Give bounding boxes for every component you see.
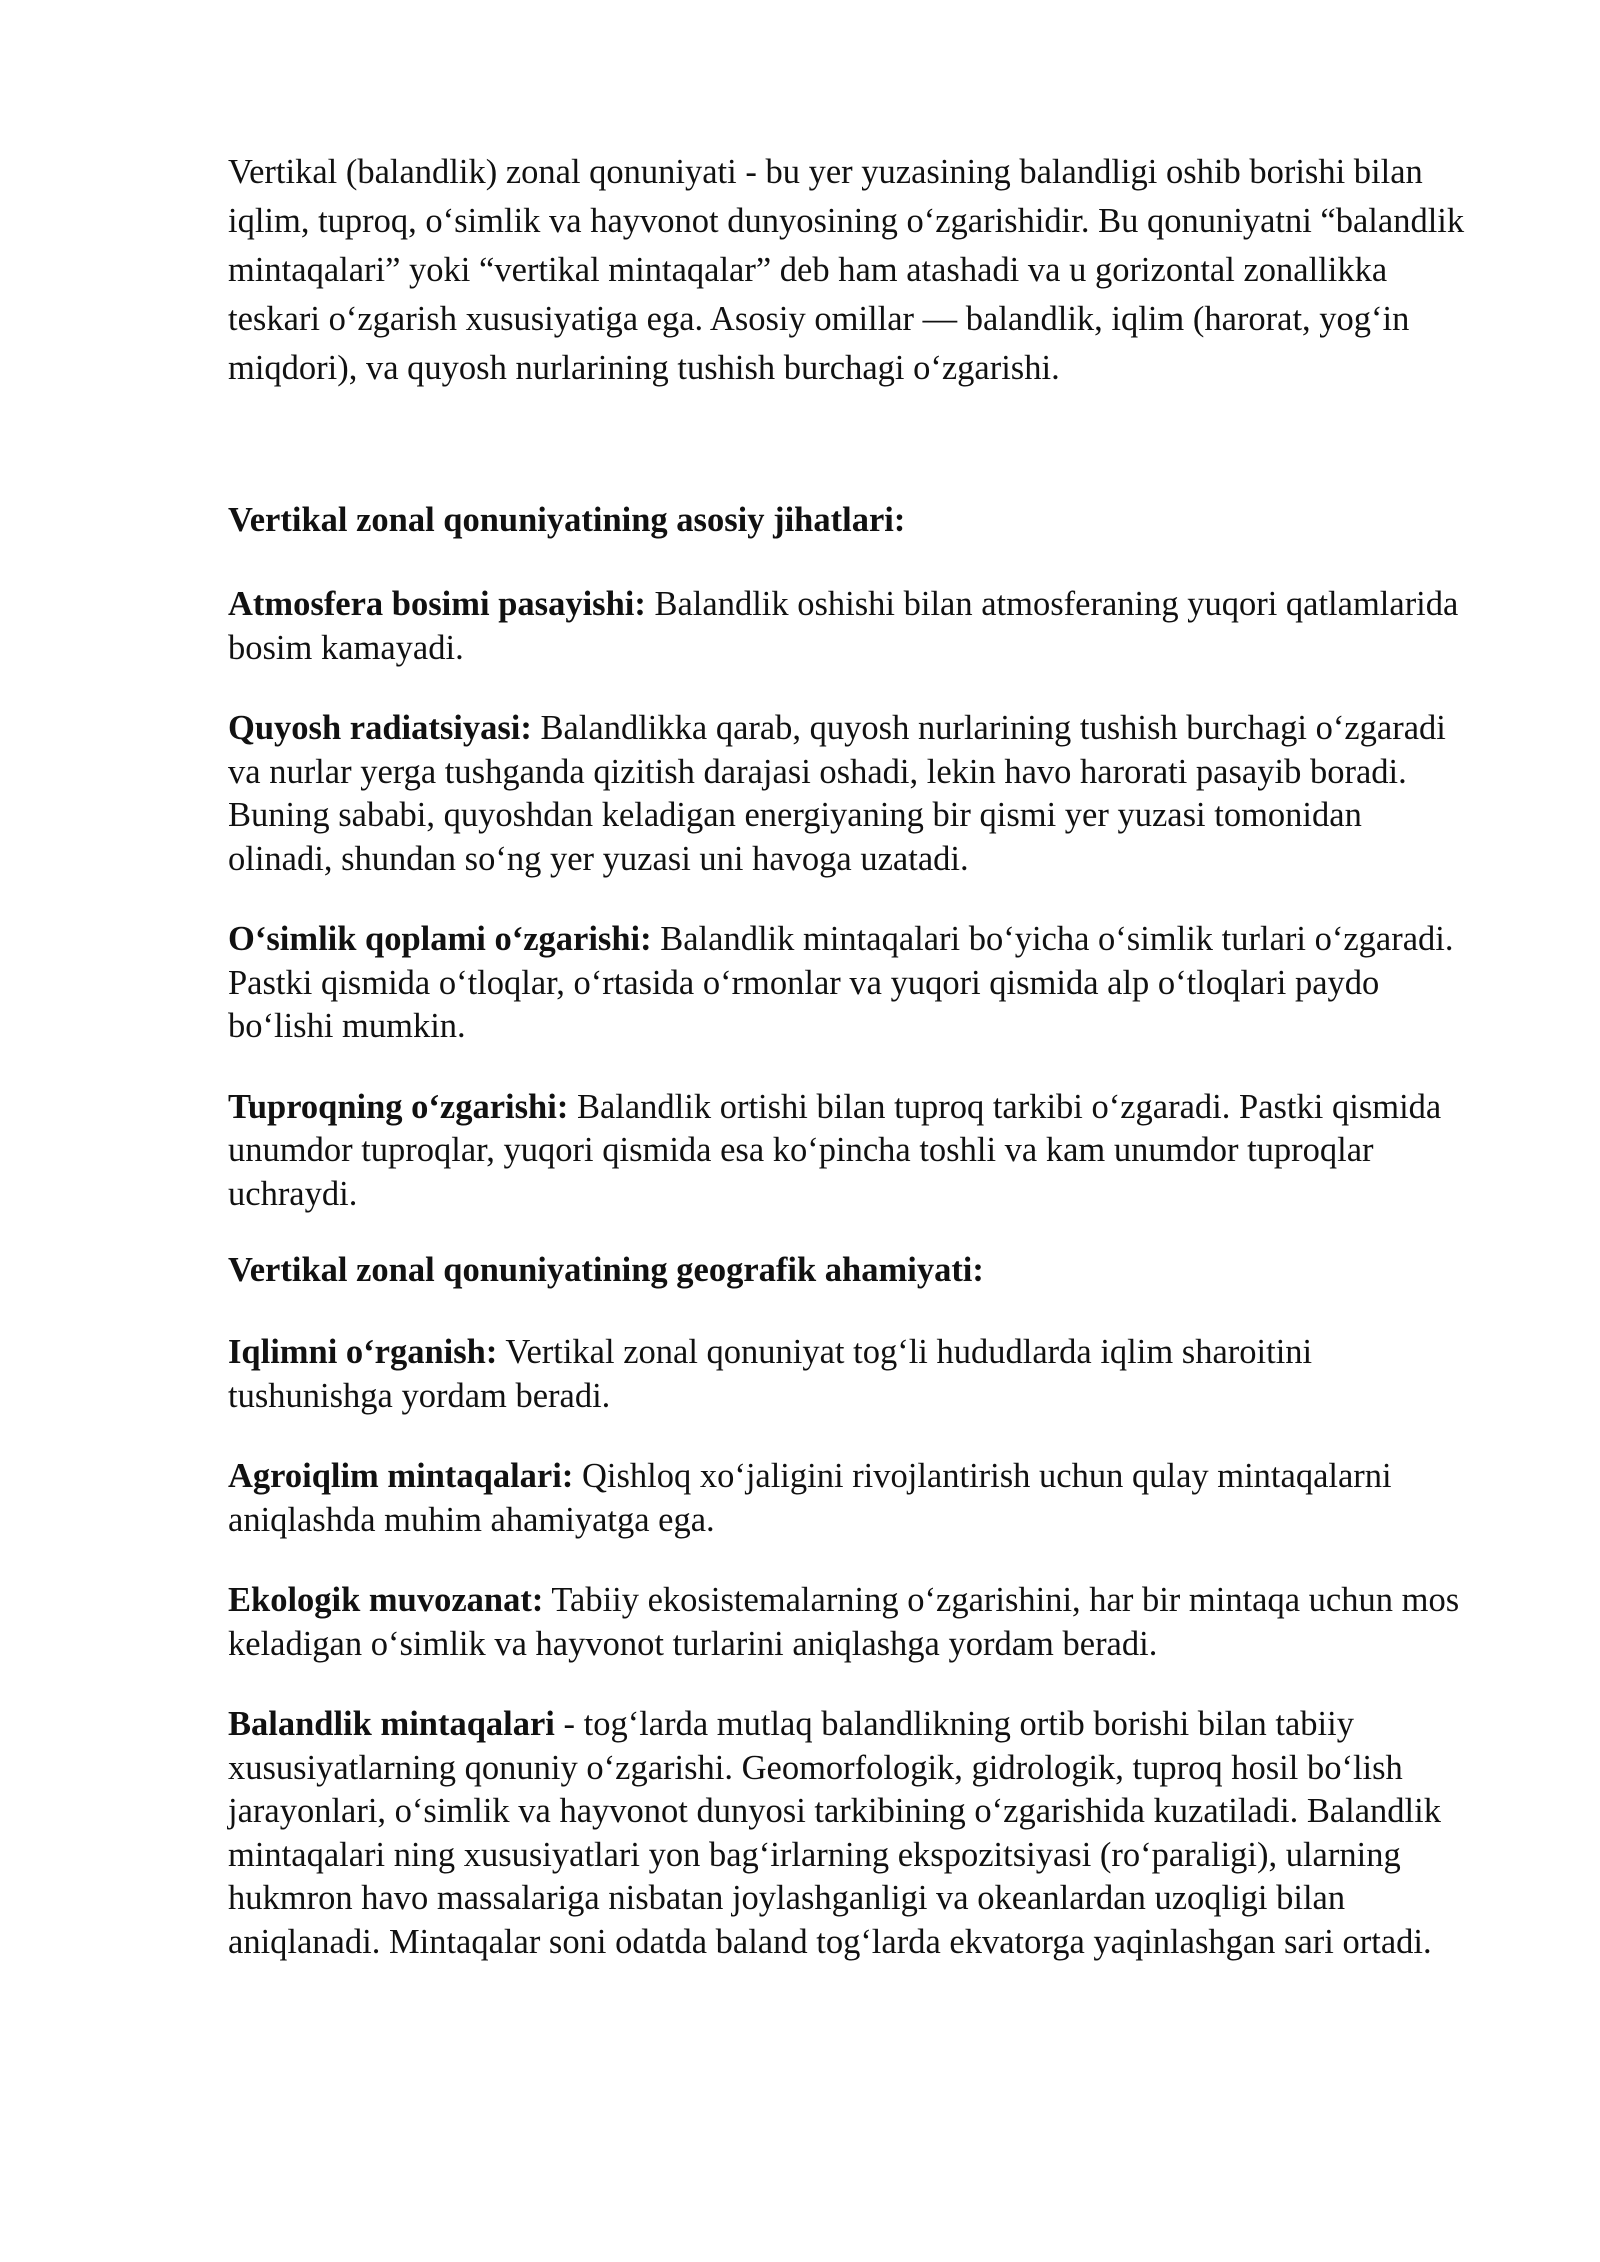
paragraph-text: Vertikal zonal qonuniyat tog‘li hududlarda iqlim sharoitini tushunishga yordam beradi. [228,1333,1313,1415]
spacer [228,393,1473,496]
paragraph-text: Qishloq xo‘jaligini rivojlantirish uchun qulay mintaqalarni aniqlashda muhim ahamiyatga ega. [228,1457,1392,1539]
paragraph-term: Ekologik muvozanat: [228,1581,544,1619]
paragraph-text: Balandlik ortishi bilan tuproq tarkibi o‘zgaradi. Pastki qismida unumdor tuproqlar, yuqori qismida esa ko‘pincha toshli va kam unumdor tuproqlar uchraydi. [228,1087,1442,1213]
paragraph-term: Quyosh radiatsiyasi: [228,709,532,747]
paragraph-vegetation-change [228,918,1473,1049]
document-page [228,148,1473,2001]
intro-paragraph: Vertikal (balandlik) zonal qonuniyati - bu yer yuzasining balandligi oshib borishi bilan iqlim, tuproq, o‘simlik va hayvonot dunyosining o‘zgarishidir. Bu qonuniyatni “balandlik mintaqalari” yoki “vertikal mintaqalar” deb ham atashadi va u gorizontal zonallikka teskari o‘zgarish xususiyatiga ega. Asosiy omillar — balandlik, iqlim (harorat, yog‘in miqdori), va quyosh nurlarining tushish burchagi o‘zgarishi. [228,153,1465,387]
paragraph-ecological-balance [228,1579,1473,1666]
paragraph-term: Tuproqning o‘zgarishi: [228,1087,569,1126]
paragraph-atmospheric-pressure [228,583,1473,670]
paragraph-term: Agroiqlim mintaqalari: [228,1457,574,1495]
paragraph-text: - tog‘larda mutlaq balandlikning ortib borishi bilan tabiiy xususiyatlarning qonuniy o‘zgarishi. Geomorfologik, gidrologik, tuproq hosil bo‘lish jarayonlari, o‘simlik va hayvonot dunyosi tarkibining o‘zgarishida kuzatiladi. Balandlik mintaqalari ning xususiyatlari yon bag‘irlarning ekspozitsiyasi (ro‘paraligi), ularning hukmron havo massalariga nisbatan joylashganligi va okeanlardan uzoqligi bilan aniqlanadi. Mintaqalar soni odatda baland tog‘larda ekvatorga yaqinlashgan sari ortadi. [228,1705,1441,1961]
paragraph-text: Tabiiy ekosistemalarning o‘zgarishini, har bir mintaqa uchun mos keladigan o‘simlik va hayvonot turlarini aniqlashga yordam beradi. [228,1581,1460,1663]
paragraph-soil-change [228,1086,1473,1217]
paragraph-agroclimate-zones [228,1455,1473,1542]
paragraph-term: O‘simlik qoplami o‘zgarishi: [228,920,652,958]
paragraph-solar-radiation [228,707,1473,881]
paragraph-text: Balandlik mintaqalari bo‘yicha o‘simlik turlari o‘zgaradi. Pastki qismida o‘tloqlar, o‘rtasida o‘rmonlar va yuqori qismida alp o‘tloqlari paydo bo‘lishi mumkin. [228,920,1454,1045]
paragraph-climate-study [228,1331,1473,1418]
section-heading-significance: Vertikal zonal qonuniyatining geografik ahamiyati: [228,1251,984,1289]
paragraph-term: Atmosfera bosimi pasayishi: [228,585,646,623]
section-heading-aspects: Vertikal zonal qonuniyatining asosiy jihatlari: [228,501,906,539]
paragraph-altitude-zones [228,1703,1473,1964]
paragraph-text: Balandlik oshishi bilan atmosferaning yuqori qatlamlarida bosim kamayadi. [228,585,1459,667]
paragraph-term: Balandlik mintaqalari [228,1705,555,1743]
paragraph-term: Iqlimni o‘rganish: [228,1333,498,1371]
paragraph-text: Balandlikka qarab, quyosh nurlarining tushish burchagi o‘zgaradi va nurlar yerga tushganda qizitish darajasi oshadi, lekin havo harorati pasayib boradi. Buning sababi, quyoshdan keladigan energiyaning bir qismi yer yuzasi tomonidan olinadi, shundan so‘ng yer yuzasi uni havoga uzatadi. [228,709,1446,878]
